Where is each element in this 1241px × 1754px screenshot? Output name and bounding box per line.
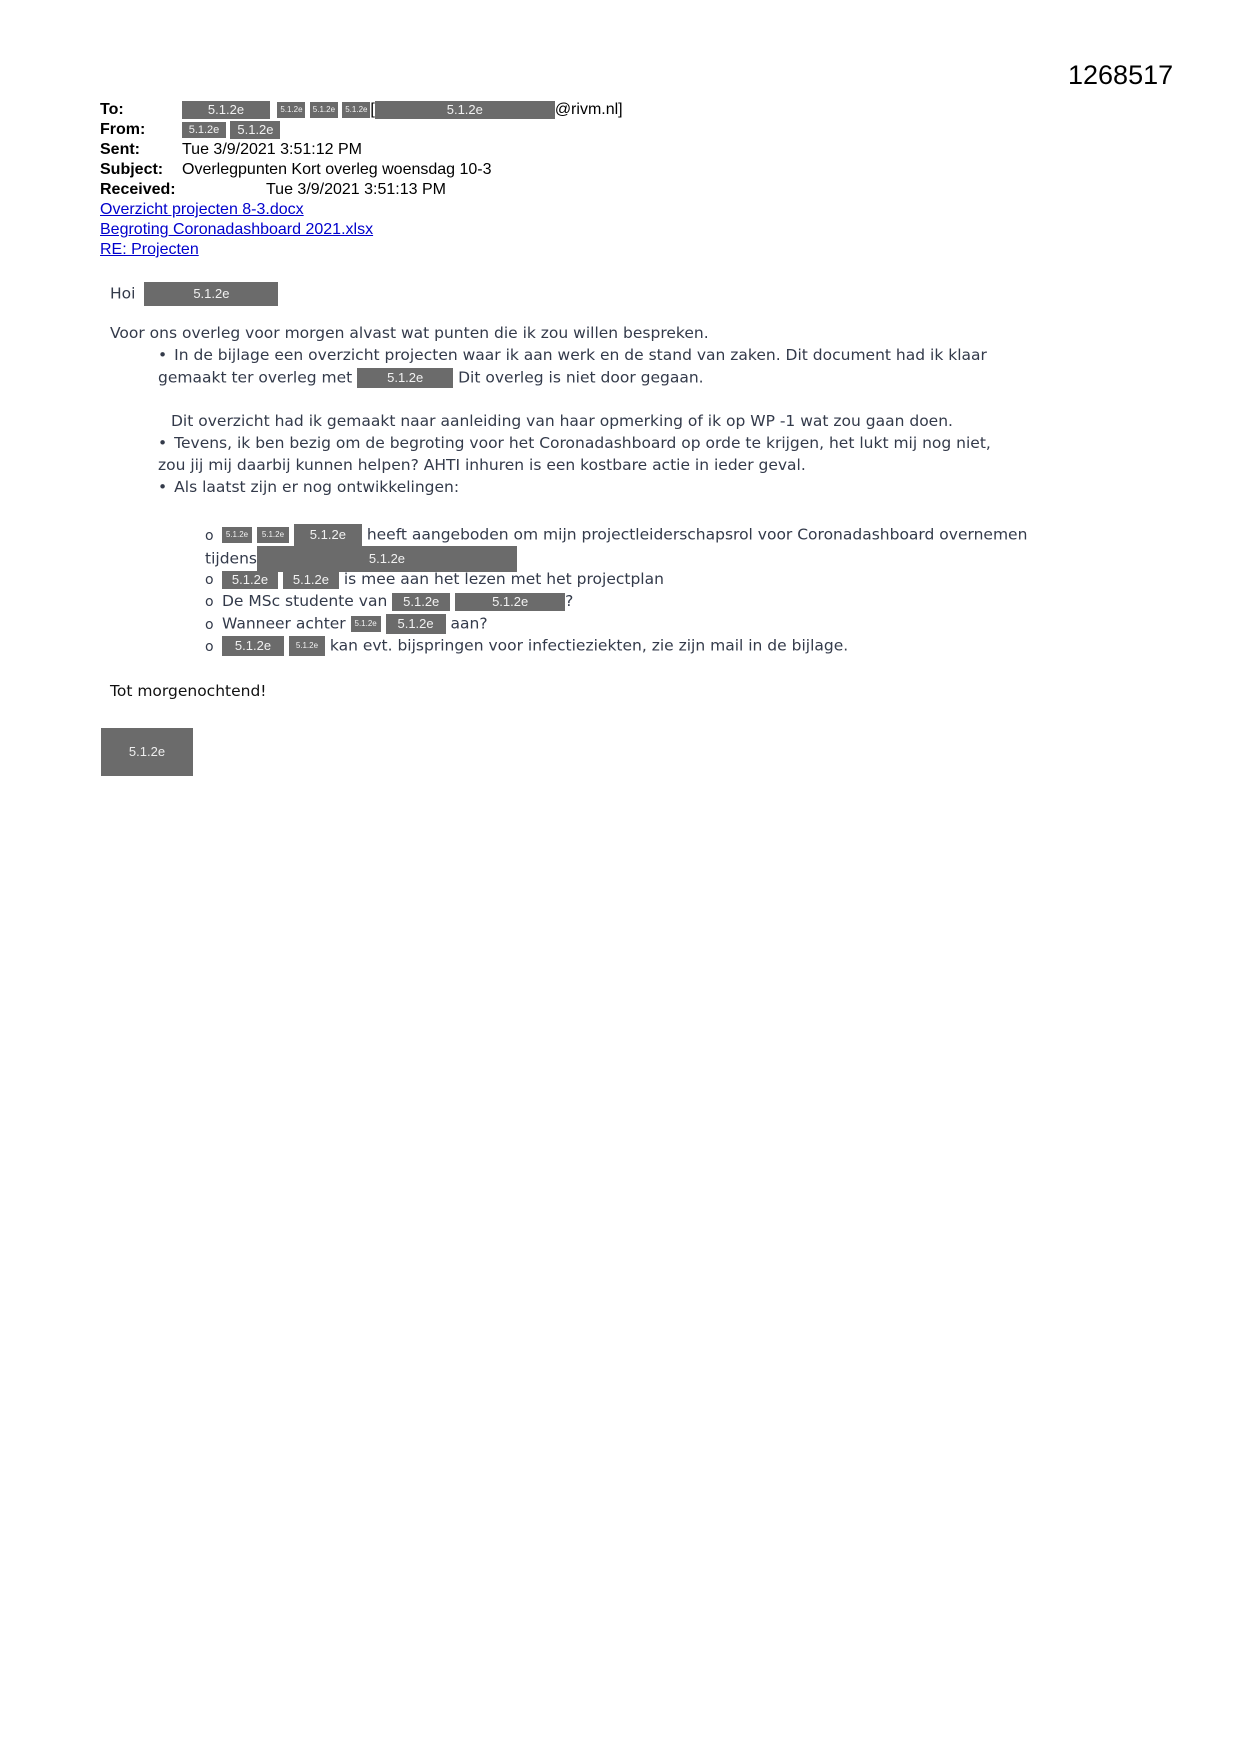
sent-row <box>100 140 362 160</box>
sub-item-1-line-2: tijdens 5.1.2e <box>205 546 517 572</box>
bullet-2-line-1: • Tevens, ik ben bezig om de begroting voor het Coronadashboard op orde te krijgen, het lukt mij nog niet, <box>158 434 991 452</box>
redaction-block: 5.1.2e <box>289 636 325 656</box>
sent-label: Sent: <box>100 141 140 158</box>
attachment-link-email[interactable]: RE: Projecten <box>100 241 199 258</box>
sent-value: Tue 3/9/2021 3:51:12 PM <box>182 141 362 158</box>
redaction-block: 5.1.2e <box>182 101 270 119</box>
received-row <box>100 180 446 200</box>
redaction-block: 5.1.2e <box>392 593 450 611</box>
to-bracket: [ <box>370 101 375 118</box>
signature-redaction: 5.1.2e <box>101 728 193 776</box>
attachment-link-xlsx[interactable]: Begroting Coronadashboard 2021.xlsx <box>100 221 374 238</box>
bullet-2-line-2: zou jij mij daarbij kunnen helpen? AHTI inhuren is een kostbare actie in ieder geval. <box>158 456 806 474</box>
sub-item-3: o De MSc studente van 5.1.2e 5.1.2e ? <box>205 592 574 610</box>
redaction-block: 5.1.2e <box>257 527 289 543</box>
redaction-block: 5.1.2e <box>351 616 381 632</box>
redaction-block: 5.1.2e <box>455 593 565 611</box>
email-header <box>100 100 623 200</box>
redaction-block: 5.1.2e <box>277 102 305 118</box>
redaction-block: 5.1.2e <box>357 368 453 388</box>
to-row <box>100 100 623 120</box>
bullet-1-line-3: Dit overzicht had ik gemaakt naar aanleiding van haar opmerking of ik op WP -1 wat zou gaan doen. <box>171 412 953 430</box>
received-label: Received: <box>100 181 176 198</box>
to-email-suffix: @rivm.nl] <box>554 101 623 118</box>
sub-item-2: o 5.1.2e 5.1.2e is mee aan het lezen met het projectplan <box>205 570 664 588</box>
redaction-block: 5.1.2e <box>375 101 555 119</box>
redaction-block: 5.1.2e <box>294 524 362 546</box>
document-id: 1268517 <box>1068 60 1174 90</box>
from-row <box>100 120 274 140</box>
sub-item-5: o 5.1.2e 5.1.2e kan evt. bijspringen voor infectieziekten, zie zijn mail in de bijlage. <box>205 636 849 655</box>
subject-value: Overlegpunten Kort overleg woensdag 10-3 <box>182 161 492 178</box>
redaction-block: 5.1.2e <box>386 614 446 634</box>
intro-text: Voor ons overleg voor morgen alvast wat punten die ik zou willen bespreken. <box>110 324 709 342</box>
redaction-block: 5.1.2e <box>182 122 226 138</box>
attachment-links <box>100 200 373 260</box>
redaction-block: 5.1.2e <box>310 102 338 118</box>
sub-item-4: o Wanneer achter 5.1.2e 5.1.2e aan? <box>205 614 488 633</box>
bullet-3: • Als laatst zijn er nog ontwikkelingen: <box>158 478 459 496</box>
greeting-line <box>110 282 278 306</box>
subject-row <box>100 160 492 180</box>
greeting: Hoi <box>110 284 136 303</box>
received-value: Tue 3/9/2021 3:51:13 PM <box>266 181 446 198</box>
closing: Tot morgenochtend! <box>110 682 267 700</box>
bullet-1-line-1: • In de bijlage een overzicht projecten waar ik aan werk en de stand van zaken. Dit document had ik klaar <box>158 346 987 364</box>
subject-label: Subject: <box>100 161 164 178</box>
redaction-block: 5.1.2e <box>144 282 278 306</box>
attachment-link-docx[interactable]: Overzicht projecten 8-3.docx <box>100 201 304 218</box>
redaction-block: 5.1.2e <box>283 571 339 589</box>
bullet-1-line-2: gemaakt ter overleg met 5.1.2e Dit overleg is niet door gegaan. <box>158 368 704 387</box>
redaction-block: 5.1.2e <box>222 571 278 589</box>
redaction-block: 5.1.2e <box>230 121 280 139</box>
sub-item-1-line-1: o 5.1.2e 5.1.2e 5.1.2e heeft aangeboden om mijn projectleiderschapsrol voor Coronadashboard overnemen <box>205 524 1027 546</box>
to-label: To: <box>100 101 124 118</box>
redaction-block: 5.1.2e <box>222 636 284 656</box>
redaction-block: 5.1.2e <box>222 527 252 543</box>
redaction-block: 5.1.2e <box>257 546 517 572</box>
redaction-block: 5.1.2e <box>342 102 370 118</box>
from-label: From: <box>100 121 146 138</box>
